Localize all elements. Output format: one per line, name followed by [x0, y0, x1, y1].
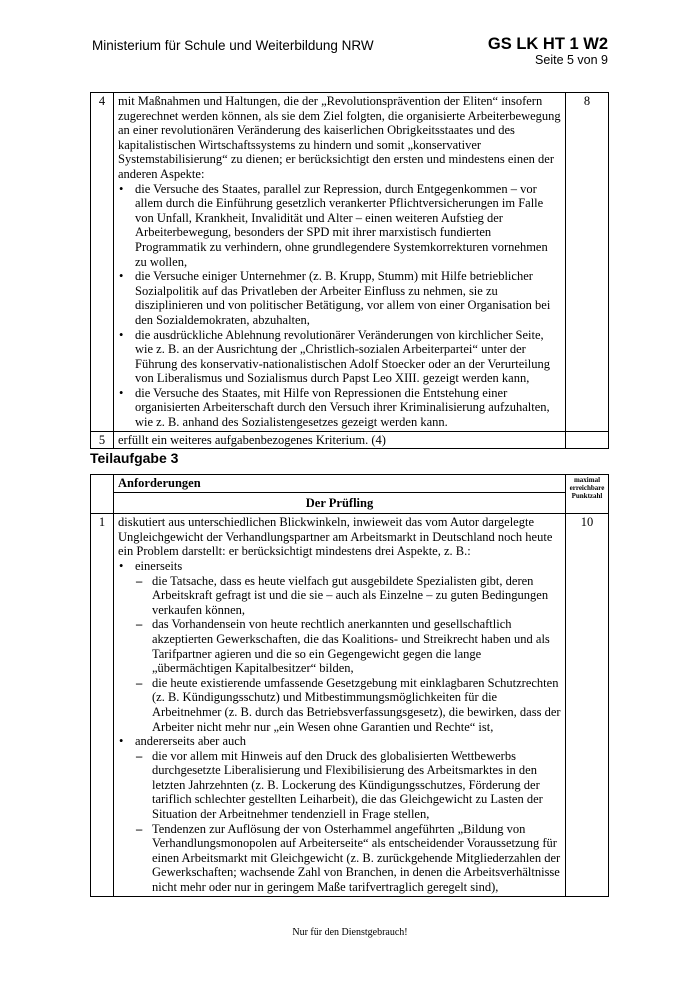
list-item: • die ausdrückliche Ablehnung revolutionärer Veränderungen von kirchlicher Seite, wie z. B. an der Ausrichtung der „Christlich-sozialen Arbeiterpartei“ unter der Führung des konservativ-nationalistischen Adolf Stoecker oder an der Verurteilung von Liberalismus und Sozialismus durch Papst Leo XIII. gezeigt werden kann,	[118, 328, 561, 386]
list-item: • die Versuche des Staates, mit Hilfe von Repressionen die Entstehung einer organisierten Arbeiterschaft durch den Versuch ihrer Kriminalisierung aufzuhalten, wie z. B. anhand des Sozialistengesetzes gezeigt werden kann.	[118, 386, 561, 430]
group-label: andererseits aber auch	[135, 734, 247, 749]
criterion-intro: diskutiert aus unterschiedlichen Blickwinkeln, inwieweit das vom Autor dargelegte Ungleichgewicht der Verhandlungspartner am Arbeitsmarkt in Deutschland noch heute ein Problem darstellt: er berücksichtigt mindestens drei Aspekte, z. B.:	[118, 515, 553, 559]
row-number: 1	[91, 514, 114, 896]
criterion-bullets	[118, 559, 561, 895]
table-row	[91, 431, 609, 449]
list-item	[118, 734, 561, 895]
criterion-text	[114, 514, 566, 896]
table-row	[91, 514, 609, 896]
header-requirements: Anforderungen	[114, 475, 566, 493]
row-points: 8	[566, 93, 609, 432]
ministry-name: Ministerium für Schule und Weiterbildung NRW	[92, 38, 374, 53]
page-footer: Nur für den Dienstgebrauch!	[292, 927, 408, 938]
list-item: • die Versuche des Staates, parallel zur Repression, durch Entgegenkommen – vor allem durch die Einführung gesetzlich verankerter Pflichtversicherungen im Falle von Unfall, Krankheit, Invalidität und Alter – einen weiteren Aufstieg der Arbeiterbewegung, besonders der SPD mit ihrer marxistisch fundierten Programmatik zu verhindern, ohne grundlegendere Systemkorrekturen vornehmen zu wollen,	[118, 182, 561, 270]
table-row	[91, 93, 609, 432]
row-number: 5	[91, 431, 114, 449]
page-number: Seite 5 von 9	[535, 53, 608, 67]
header-empty-cell	[91, 475, 114, 514]
criterion-text: erfüllt ein weiteres aufgabenbezogenes Kriterium. (4)	[114, 431, 566, 449]
criteria-table-part3	[90, 474, 609, 897]
header-examinee: Der Prüfling	[114, 492, 566, 514]
row-points: 10	[566, 514, 609, 896]
header-points-line: maximal	[573, 476, 601, 484]
list-item: – die Tatsache, dass es heute vielfach gut ausgebildete Spezialisten gibt, deren Arbeitskraft gefragt ist und die sie – auch als Einzelne – zu guten Bedingungen verkaufen können,	[135, 574, 561, 618]
criteria-table-part2	[90, 92, 609, 449]
table-header-row	[91, 492, 609, 514]
table-header-row	[91, 475, 609, 493]
header-points-line: Punktzahl	[571, 492, 603, 500]
group-label: einerseits	[135, 558, 183, 573]
header-points-line: erreichbare	[569, 484, 605, 492]
row-number: 4	[91, 93, 114, 432]
row-points	[566, 431, 609, 449]
criterion-bullets	[118, 182, 561, 430]
list-item: • die Versuche einiger Unternehmer (z. B. Krupp, Stumm) mit Hilfe betrieblicher Sozialpolitik auf das Privatleben der Arbeiter Einfluss zu nehmen, sie zu disziplinieren und von politischer Betätigung, vor allem von einer Organisation bei den Sozialdemokraten, abzuhalten,	[118, 269, 561, 327]
list-item: – das Vorhandensein von heute rechtlich anerkannten und gesellschaftlich akzeptierten Gewerkschaften, die das Koalitions- und Streikrecht haben und als Tarifpartner agieren und die so ein Gegengewicht gegen die lange „übermächtigen Kapitalbesitzer“ bilden,	[135, 617, 561, 675]
sub-list	[135, 749, 561, 895]
list-item	[118, 559, 561, 734]
exam-code: GS LK HT 1 W2	[487, 35, 608, 53]
list-item: – die vor allem mit Hinweis auf den Druck des globalisierten Wettbewerbs durchgesetzte Liberalisierung und Flexibilisierung des Arbeitsmarktes in den letzten Jahrzehnten (z. B. Lockerung des Kündigungsschutzes, Förderung der tariflich schlechter gestellten Leiharbeit), die das Gleichgewicht zu Lasten der Situation der Arbeitnehmer tendenziell in Frage stellen,	[135, 749, 561, 822]
criterion-text	[114, 93, 566, 432]
section-title: Teilaufgabe 3	[90, 450, 179, 466]
header-points	[566, 475, 609, 514]
sub-list	[135, 574, 561, 735]
criterion-intro: mit Maßnahmen und Haltungen, die der „Revolutionsprävention der Eliten“ insofern zugerechnet werden können, als sie dem Ziel folgten, die organisierte Arbeiterbewegung an einer revolutionären Veränderung des kaiserlichen Obrigkeitsstaates und des kapitalistischen Wirtschaftssystems zu hindern und somit „konservativer Systemstabilisierung“ zu dienen; er berücksichtigt den ersten und mindestens einen der anderen Aspekte:	[118, 94, 561, 181]
list-item: – Tendenzen zur Auflösung der von Osterhammel angeführten „Bildung von Verhandlungsmonopolen auf Arbeiterseite“ als entscheidender Voraussetzung für einen Arbeitsmarkt mit Gleichgewicht (z. B. zurückgehende Mitgliederzahlen der Gewerkschaften; wachsende Zahl von Branchen, in denen die Arbeitsverhältnisse nicht mehr oder nur in geringem Maße tarifvertraglich geregelt sind),	[135, 822, 561, 895]
list-item: – die heute existierende umfassende Gesetzgebung mit einklagbaren Schutzrechten (z. B. Kündigungsschutz) und Mitbestimmungsmöglichkeiten für die Arbeitnehmer (z. B. durch das Betriebsverfassungsgesetz), die bewirken, dass der Arbeiter nicht mehr nur „ein Wesen ohne Garantien und Rechte“ ist,	[135, 676, 561, 734]
